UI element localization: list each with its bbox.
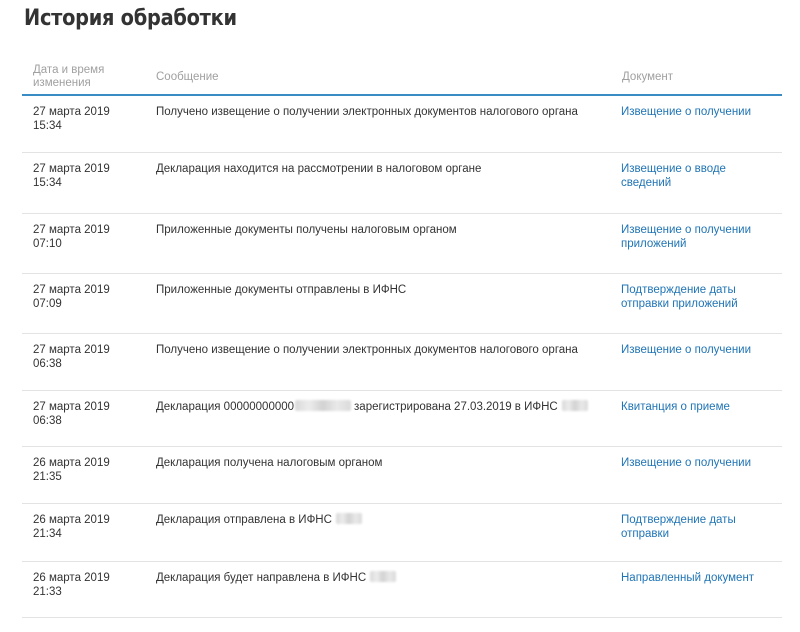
row-time: 07:10 bbox=[33, 238, 62, 250]
redacted-number bbox=[295, 400, 351, 411]
row-message-text: Декларация отправлена в ИФНС bbox=[156, 514, 332, 526]
row-message: Декларация получена налоговым органом bbox=[156, 457, 383, 469]
row-message-part: Декларация 00000000000 bbox=[156, 401, 295, 413]
table-row bbox=[22, 334, 782, 391]
table-row bbox=[22, 274, 782, 334]
table-header bbox=[22, 60, 782, 96]
row-document-link[interactable]: Извещение о получении приложений bbox=[621, 224, 752, 250]
row-datetime bbox=[33, 456, 143, 484]
row-date: 26 марта 2019 bbox=[33, 514, 110, 526]
row-datetime bbox=[33, 571, 143, 599]
redacted-office-code bbox=[562, 400, 588, 411]
row-datetime bbox=[33, 283, 143, 311]
row-message: Приложенные документы отправлены в ИФНС bbox=[156, 284, 407, 296]
row-time: 15:34 bbox=[33, 120, 62, 132]
row-document-link[interactable]: Направленный документ bbox=[621, 572, 755, 584]
row-datetime bbox=[33, 105, 143, 133]
column-header-date: Дата и время изменения bbox=[33, 64, 105, 89]
page-title: История обработки bbox=[24, 6, 237, 31]
column-header-document: Документ bbox=[622, 71, 674, 83]
row-message bbox=[156, 513, 606, 527]
row-message bbox=[156, 400, 606, 414]
row-message: Получено извещение о получении электронных документов налогового органа bbox=[156, 344, 578, 356]
row-date: 27 марта 2019 bbox=[33, 344, 110, 356]
row-date: 26 марта 2019 bbox=[33, 457, 110, 469]
row-time: 06:38 bbox=[33, 415, 62, 427]
row-time: 21:34 bbox=[33, 528, 62, 540]
row-date: 27 марта 2019 bbox=[33, 224, 110, 236]
row-time: 15:34 bbox=[33, 177, 62, 189]
table-row bbox=[22, 96, 782, 153]
row-time: 21:35 bbox=[33, 471, 62, 483]
row-document-link[interactable]: Извещение о вводе сведений bbox=[621, 163, 726, 189]
row-message: Приложенные документы получены налоговым органом bbox=[156, 224, 457, 236]
row-message: Получено извещение о получении электронных документов налогового органа bbox=[156, 106, 578, 118]
row-time: 07:09 bbox=[33, 298, 62, 310]
table-row bbox=[22, 391, 782, 447]
row-date: 27 марта 2019 bbox=[33, 401, 110, 413]
row-datetime bbox=[33, 223, 143, 251]
row-date: 27 марта 2019 bbox=[33, 284, 110, 296]
row-date: 26 марта 2019 bbox=[33, 572, 110, 584]
table-row bbox=[22, 562, 782, 618]
row-message-text: Декларация будет направлена в ИФНС bbox=[156, 572, 367, 584]
row-document-link[interactable]: Извещение о получении bbox=[621, 106, 752, 118]
row-document-link[interactable]: Подтверждение даты отправки приложений bbox=[621, 284, 738, 310]
row-message bbox=[156, 571, 606, 585]
table-row bbox=[22, 153, 782, 214]
row-date: 27 марта 2019 bbox=[33, 106, 110, 118]
row-datetime bbox=[33, 343, 143, 371]
row-datetime bbox=[33, 162, 143, 190]
table-row bbox=[22, 447, 782, 504]
history-table bbox=[22, 60, 782, 618]
table-row bbox=[22, 504, 782, 562]
row-document-link[interactable]: Извещение о получении bbox=[621, 457, 752, 469]
row-message: Декларация находится на рассмотрении в налоговом органе bbox=[156, 163, 482, 175]
row-datetime bbox=[33, 513, 143, 541]
row-document-link[interactable]: Квитанция о приеме bbox=[621, 401, 730, 413]
table-row bbox=[22, 214, 782, 274]
row-date: 27 марта 2019 bbox=[33, 163, 110, 175]
row-document-link[interactable]: Извещение о получении bbox=[621, 344, 752, 356]
row-datetime bbox=[33, 400, 143, 428]
row-time: 21:33 bbox=[33, 586, 62, 598]
row-message-part: зарегистрирована 27.03.2019 в ИФНС bbox=[354, 401, 558, 413]
row-time: 06:38 bbox=[33, 358, 62, 370]
redacted-office-code bbox=[370, 571, 396, 582]
redacted-office-code bbox=[336, 513, 362, 524]
column-header-message: Сообщение bbox=[156, 71, 219, 83]
row-document-link[interactable]: Подтверждение даты отправки bbox=[621, 514, 736, 540]
